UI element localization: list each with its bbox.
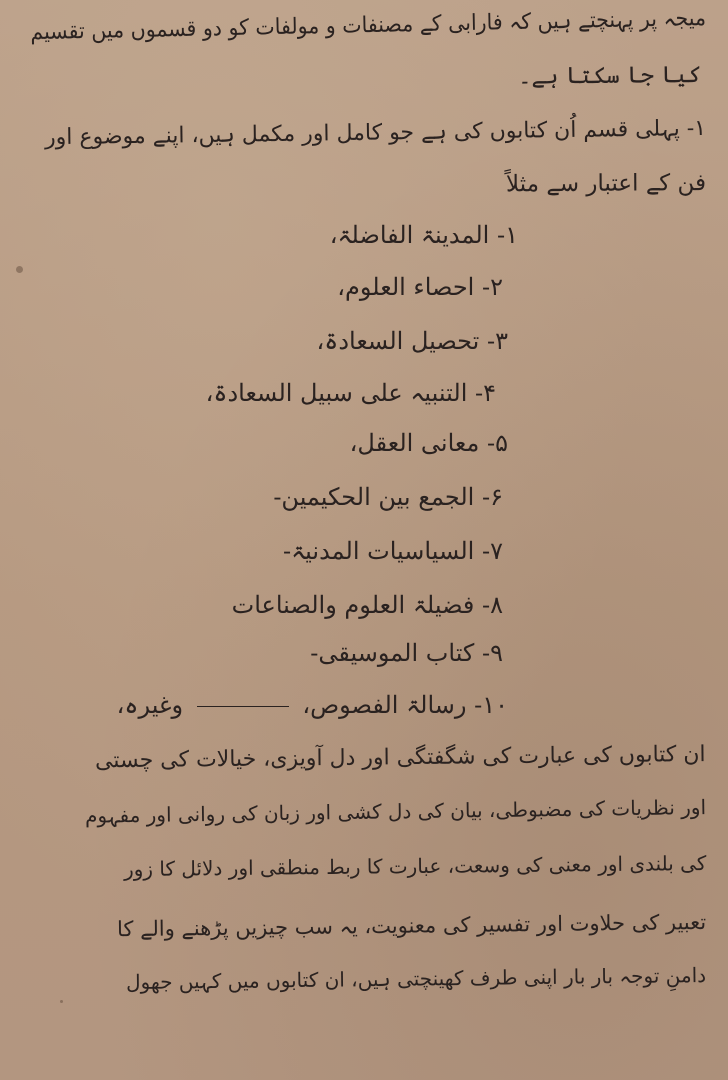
book-title: الجمع بین الحکیمین- (273, 483, 475, 511)
book-number: ۶- (482, 483, 503, 511)
intro-line-2: کیا جا سکتا ہے۔ (518, 62, 703, 90)
body-line-4: تعبیر کی حلاوت اور تفسیر کی معنویت، یہ سب چیزیں پڑھنے والے کا (116, 910, 707, 942)
book-number: ۱۰- (474, 691, 508, 719)
body-line-2: اور نظریات کی مضبوطی، بیان کی دل کشی اور زبان کی روانی اور مفہوم (84, 795, 707, 828)
book-number: ۵- (487, 429, 508, 457)
book-title: فضیلۃ العلوم والصناعات (231, 591, 475, 619)
book-item (283, 538, 503, 566)
book-item (330, 222, 518, 250)
book-title: احصاء العلوم، (337, 273, 475, 301)
book-item (232, 592, 503, 620)
book-number: ۴- (475, 379, 496, 407)
book-item (310, 640, 503, 668)
book-number: ۳- (487, 327, 508, 355)
paper-stain (16, 266, 23, 273)
book-title: کتاب الموسیقی- (310, 639, 475, 667)
blank-line-divider (197, 706, 289, 707)
category-one-line-2: فن کے اعتبار سے مثلاً (505, 170, 707, 198)
book-title: المدینۃ الفاضلۃ، (329, 221, 490, 249)
book-title: رسالۃ الفصوص، (302, 691, 467, 719)
book-title: معانی العقل، (349, 429, 480, 457)
book-number: ۷- (482, 537, 503, 565)
category-one-line-1: ۱- پہلی قسم اُن کتابوں کی ہے جو کامل اور مکمل ہیں، اپنے موضوع اور (44, 116, 707, 151)
body-line-5: دامنِ توجہ بار بار اپنی طرف کھینچتی ہیں، ان کتابوں میں کہیں جھول (125, 963, 707, 995)
body-line-1: ان کتابوں کی عبارت کی شگفتگی اور دل آویزی، خیالات کی چستی (95, 742, 707, 774)
book-number: ۱- (497, 221, 518, 249)
book-item (206, 380, 496, 408)
book-number: ۲- (482, 273, 503, 301)
book-title: التنبیہ علی سبیل السعادۃ، (205, 379, 468, 407)
book-title: السیاسیات المدنیۃ- (282, 537, 475, 565)
book-number: ۸- (482, 591, 503, 619)
book-number: ۹- (482, 639, 503, 667)
paper-stain (60, 1000, 63, 1003)
book-item (273, 484, 503, 512)
body-line-3: کی بلندی اور معنی کی وسعت، عبارت کا ربط منطقی اور دلائل کا زور (123, 851, 707, 882)
book-suffix: وغیرہ، (116, 691, 184, 719)
book-title: تحصیل السعادۃ، (316, 327, 480, 355)
book-item (317, 328, 508, 356)
book-item (117, 692, 508, 720)
intro-line-1: میجہ پر پہنچتے ہیں کہ فارابی کے مصنفات و مولفات کو دو قسموں میں تقسیم (30, 6, 707, 46)
book-item (350, 430, 508, 458)
book-item (337, 274, 503, 302)
